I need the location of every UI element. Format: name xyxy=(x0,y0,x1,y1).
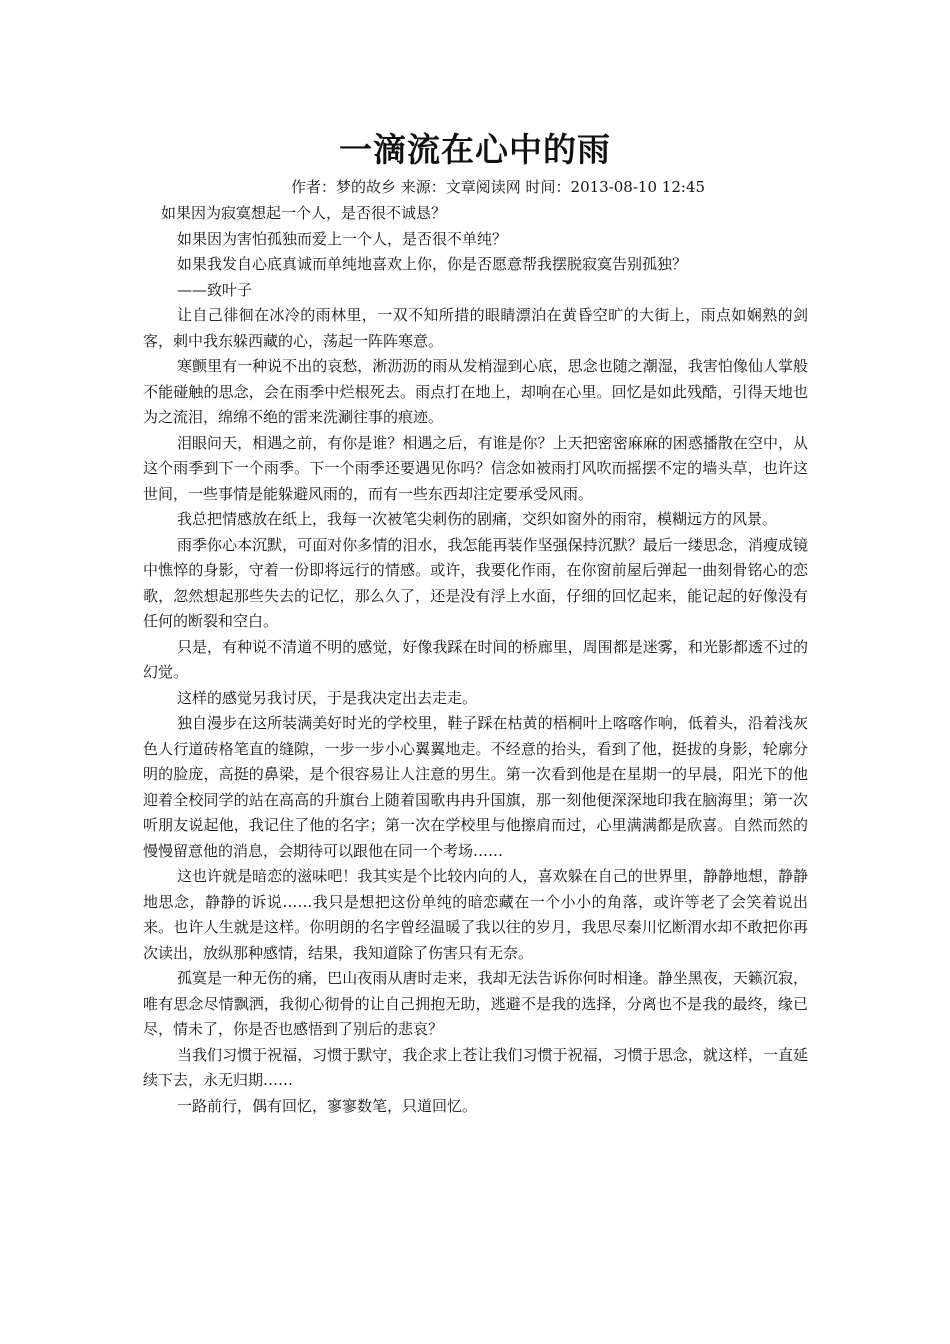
paragraph: 只是，有种说不清道不明的感觉，好像我踩在时间的桥廊里，周围都是迷雾，和光影都透不过的幻觉。 xyxy=(143,637,808,681)
paragraph: 雨季你心本沉默，可面对你多情的泪水，我怎能再装作坚强保持沉默？最后一缕思念，消瘦成镜中憔悴的身影，守着一份即将远行的情感。或许，我要化作雨，在你窗前屋后弹起一曲刻骨铭心的恋歌，忽然想起那些失去的记忆，那么久了，还是没有浮上水面，仔细的回忆起来，能记起的好像没有任何的断裂和空白。 xyxy=(143,535,808,630)
paragraph: 一路前行，偶有回忆，寥寥数笔，只道回忆。 xyxy=(177,1096,478,1115)
paragraph: 孤寞是一种无伤的痛，巴山夜雨从唐时走来，我却无法告诉你何时相逢。静坐黑夜，天籁沉寂，唯有思念尽情飘洒，我彻心彻骨的让自己拥抱无助，逃避不是我的选择，分离也不是我的最终，缘已尽，情未了，你是否也感悟到了别后的悲哀？ xyxy=(143,969,808,1038)
paragraph: 如果我发自心底真诚而单纯地喜欢上你，你是否愿意帮我摆脱寂寞告别孤独？ xyxy=(177,255,688,273)
paragraph: 让自己徘徊在冰冷的雨林里，一双不知所措的眼睛漂泊在黄昏空旷的大街上，雨点如娴熟的剑客，刺中我东躲西藏的心，荡起一阵阵寒意。 xyxy=(143,306,808,350)
article-title: 一滴流在心中的雨 xyxy=(339,130,611,169)
article-meta: 作者：梦的故乡 来源：文章阅读网 时间：2013-08-10 12:45 xyxy=(290,178,706,196)
paragraph: 如果因为寂寞想起一个人，是否很不诚恳？ xyxy=(161,204,447,222)
paragraph: 寒颤里有一种说不出的哀愁，淅沥沥的雨从发梢湿到心底，思念也随之潮湿，我害怕像仙人掌般不能碰触的思念，会在雨季中烂根死去。雨点打在地上，却响在心里。回忆是如此残酷，引得天地也为之流泪，绵绵不绝的雷来洗涮往事的痕迹。 xyxy=(143,357,808,426)
paragraph: 泪眼问天，相遇之前，有你是谁？相遇之后，有谁是你？上天把密密麻麻的困惑播散在空中，从这个雨季到下一个雨季。下一个雨季还要遇见你吗？信念如被雨打风吹而摇摆不定的墙头草，也许这世间，一些事情是能躲避风雨的，而有一些东西却注定要承受风雨。 xyxy=(143,433,808,503)
paragraph: 独自漫步在这所装满美好时光的学校里，鞋子踩在枯黄的梧桐叶上喀喀作响，低着头，沿着浅灰色人行道砖格笔直的缝隙，一步一步小心翼翼地走。不经意的抬头，看到了他，挺拔的身影，轮廓分明的脸庞，高挺的鼻梁，是个很容易让人注意的男生。第一次看到他是在星期一的早晨，阳光下的他迎着全校同学的站在高高的升旗台上随着国歌冉冉升国旗，那一刻他便深深地印我在脑海里；第一次听朋友说起他，我记住了他的名字；第一次在学校里与他擦肩而过，心里满满都是欣喜。自然而然的慢慢留意他的消息，会期待可以跟他在同一个考场…… xyxy=(143,714,808,860)
paragraph: 这样的感觉另我讨厌，于是我决定出去走走。 xyxy=(177,688,478,707)
paragraph: 如果因为害怕孤独而爱上一个人，是否很不单纯？ xyxy=(177,229,508,248)
paragraph: 这也许就是暗恋的滋味吧！我其实是个比较内向的人，喜欢躲在自己的世界里，静静地想，静静地思念，静静的诉说……我只是想把这份单纯的暗恋藏在一个小小的角落，或许等老了会笑着说出来。也许人生就是这样。你明朗的名字曾经温暖了我以往的岁月，我思尽秦川忆断渭水却不敢把你再次读出，放纵那种感情，结果，我知道除了伤害只有无奈。 xyxy=(143,867,808,962)
article-body xyxy=(143,201,808,1119)
paragraph: 当我们习惯于祝福，习惯于默守，我企求上苍让我们习惯于祝福，习惯于思念，就这样，一直延续下去，永无归期…… xyxy=(143,1045,808,1089)
paragraph: ——致叶子 xyxy=(177,280,253,299)
paragraph: 我总把情感放在纸上，我每一次被笔尖刺伤的剧痛，交织如窗外的雨帘，模糊远方的风景。 xyxy=(177,510,778,528)
